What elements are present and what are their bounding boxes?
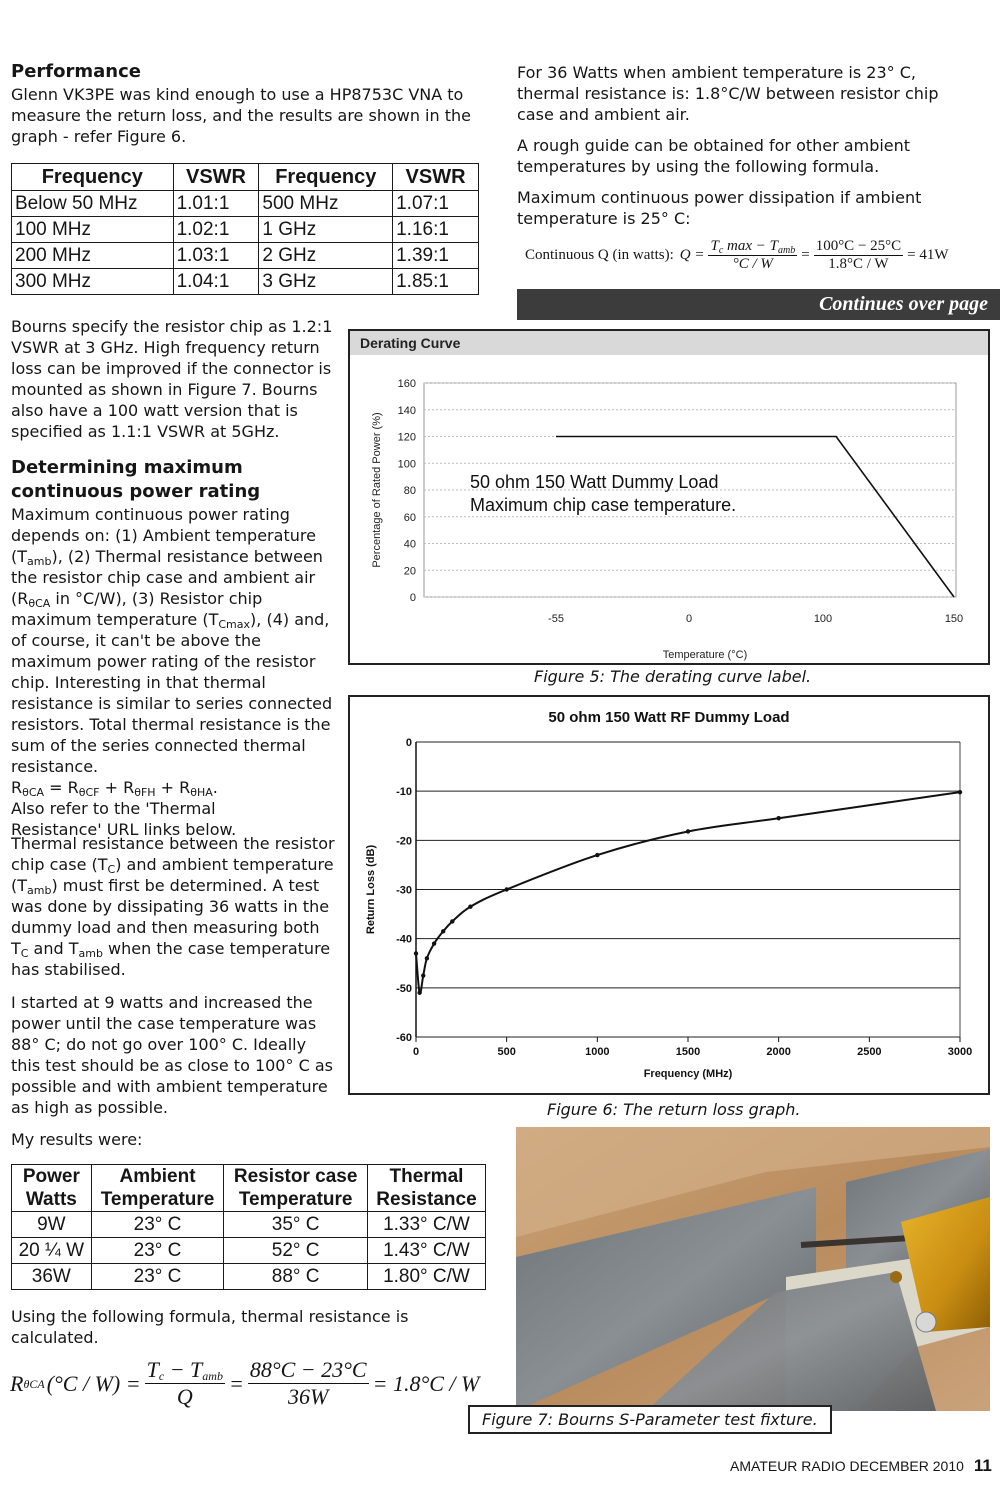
table-cell: 500 MHz bbox=[259, 191, 393, 217]
derating-y-tick-label: 20 bbox=[403, 565, 416, 578]
derating-annotation: 50 ohm 150 Watt Dummy Load bbox=[470, 472, 719, 492]
rl-title: 50 ohm 150 Watt RF Dummy Load bbox=[548, 709, 790, 726]
table-cell: 9W bbox=[12, 1212, 92, 1238]
table-cell: 1.01:1 bbox=[173, 191, 259, 217]
determining-section bbox=[11, 456, 346, 840]
continues-banner-text: Continues over page bbox=[819, 293, 988, 315]
table-cell: 1.80° C/W bbox=[367, 1264, 485, 1290]
derating-y-tick-label: 140 bbox=[397, 404, 416, 417]
rl-data-point bbox=[417, 991, 421, 995]
rl-x-tick-label: 2000 bbox=[766, 1046, 791, 1058]
rl-x-label: Frequency (MHz) bbox=[643, 1068, 733, 1080]
series-resistance-equation: $R_{\theta CA} = R_{\theta CF} + R_{\theta FH} + R_{\theta HA}$. bbox=[11, 778, 218, 799]
fixture-photo-illustration bbox=[516, 1127, 990, 1411]
derating-y-tick-label: 40 bbox=[403, 538, 416, 551]
rl-data-point bbox=[421, 973, 425, 977]
footer-magazine: AMATEUR RADIO DECEMBER 2010 bbox=[730, 1458, 964, 1474]
performance-heading: Performance bbox=[11, 61, 141, 82]
derating-y-tick-label: 0 bbox=[409, 592, 416, 604]
derating-chart bbox=[348, 329, 990, 665]
table-cell: 1.03:1 bbox=[173, 243, 259, 269]
rl-y-tick-label: -40 bbox=[396, 933, 412, 946]
continues-banner bbox=[517, 289, 1000, 320]
table-cell: 1.43° C/W bbox=[367, 1238, 485, 1264]
right-top-text bbox=[517, 62, 977, 229]
table-row bbox=[12, 191, 479, 217]
bourns-text: Bourns specify the resistor chip as 1.2:1 VSWR at 3 GHz. High frequency return loss can be improved if the connector is mounted as shown in Figure 7. Bourns also have a 100 watt version that is specified as 1.1:1 VSWR at 5GHz. bbox=[11, 317, 333, 441]
table-row bbox=[12, 217, 479, 243]
results-table bbox=[11, 1164, 486, 1290]
rl-data-point bbox=[414, 951, 418, 955]
rl-y-tick-label: -60 bbox=[396, 1032, 412, 1044]
figure6-caption: Figure 6: The return loss graph. bbox=[547, 1100, 801, 1119]
bourns-paragraph bbox=[11, 316, 341, 442]
rl-y-tick-label: -30 bbox=[396, 884, 412, 897]
table-cell: 88° C bbox=[224, 1264, 368, 1290]
rl-y-tick-label: -20 bbox=[396, 835, 412, 848]
table-cell: 1.39:1 bbox=[393, 243, 479, 269]
thermal-resistance-formula: R θCA (°C / W) = $\frac{T_c - T_{amb}}{Q}$ = $\frac{88^\circ C - 23^\circ C}{36W}$ = 1.8°C / W bbox=[10, 1357, 480, 1409]
rl-x-tick-label: 3000 bbox=[947, 1046, 973, 1058]
performance-text: Glenn VK3PE was kind enough to use a HP8753C VNA to measure the return loss, and the results are shown in the graph - refer Figure 6. bbox=[11, 85, 471, 146]
table-row bbox=[12, 1238, 486, 1264]
derating-x-tick-label: 150 bbox=[944, 613, 964, 625]
derating-y-tick-label: 60 bbox=[403, 511, 416, 524]
determining-paragraph: Maximum continuous power rating depends on: (1) Ambient temperature $(T_{amb})$, (2) Thermal resistance between the resistor chip case and ambient air ($R_{\theta CA}$ in °C/W), (3) Resistor chip maximum temperature $(T_{Cmax})$, (4) and, of course, it can't be above the maximum power rating of the resistor chip. Interesting in that thermal resistance is similar to series connected resistors. Total thermal resistance is the sum of the series connected thermal resistance. bbox=[11, 505, 333, 776]
table-cell: 52° C bbox=[224, 1238, 368, 1264]
max-dissipation-text: Maximum continuous power dissipation if ambient temperature is 25° C: bbox=[517, 188, 922, 228]
vswr-table bbox=[11, 163, 479, 295]
table-cell: Below 50 MHz bbox=[12, 191, 174, 217]
table-cell: 23° C bbox=[91, 1264, 224, 1290]
vswr-header-2: Frequency bbox=[259, 164, 393, 191]
page-footer bbox=[730, 1456, 992, 1476]
derating-chart-svg bbox=[350, 331, 988, 663]
rl-data-point bbox=[432, 941, 436, 945]
rl-data-point bbox=[425, 956, 429, 960]
table-cell: 1 GHz bbox=[259, 217, 393, 243]
table-cell: 23° C bbox=[91, 1238, 224, 1264]
table-cell: 1.16:1 bbox=[393, 217, 479, 243]
p36-text: For 36 Watts when ambient temperature is 23° C, thermal resistance is: 1.8°C/W between resistor chip case and ambient air. bbox=[517, 63, 939, 124]
results-header-3: Thermal Resistance bbox=[367, 1165, 485, 1212]
derating-x-tick-label: 100 bbox=[813, 613, 833, 625]
rl-data-point bbox=[595, 853, 599, 857]
rl-y-tick-label: 0 bbox=[405, 737, 412, 749]
rl-x-tick-label: 2500 bbox=[857, 1046, 882, 1058]
table-cell: 20 ¼ W bbox=[12, 1238, 92, 1264]
rl-data-point bbox=[450, 919, 454, 923]
return-loss-chart-svg bbox=[350, 697, 988, 1093]
table-cell: 300 MHz bbox=[12, 269, 174, 295]
continuous-q-formula: Continuous Q (in watts): Q = $\frac{T_c \max - T_{amb}}{^\circ C / W}$ = $\frac{100^\circ C - 25^\circ C}{1.8^\circ C / W}$ = 41W bbox=[525, 238, 949, 272]
table-row bbox=[12, 269, 479, 295]
results-header-0: Power Watts bbox=[12, 1165, 92, 1212]
vswr-header-3: VSWR bbox=[393, 164, 479, 191]
table-cell: 35° C bbox=[224, 1212, 368, 1238]
table-cell: 1.02:1 bbox=[173, 217, 259, 243]
derating-title: Derating Curve bbox=[360, 335, 461, 351]
derating-curve-line bbox=[556, 437, 954, 598]
rl-data-point bbox=[504, 887, 508, 891]
rl-x-tick-label: 1500 bbox=[675, 1046, 701, 1058]
rl-data-point bbox=[958, 790, 962, 794]
derating-y-tick-label: 100 bbox=[397, 458, 416, 471]
derating-y-tick-label: 160 bbox=[397, 378, 416, 390]
table-cell: 23° C bbox=[91, 1212, 224, 1238]
return-loss-chart bbox=[348, 695, 990, 1095]
page-number: 11 bbox=[973, 1456, 992, 1475]
fixture-photo bbox=[516, 1127, 990, 1411]
results-header-1: Ambient Temperature bbox=[91, 1165, 224, 1212]
also-refer-text: Also refer to the 'Thermal Resistance' URL links below. bbox=[11, 799, 237, 839]
derating-y-tick-label: 80 bbox=[403, 485, 416, 497]
derating-y-tick-label: 120 bbox=[397, 431, 416, 444]
thermal-paragraph: Thermal resistance between the resistor chip case $(T_C)$ and ambient temperature $(T_{amb})$ must first be determined. A test was done by dissipating 36 watts in the dummy load and then measuring both $T_C$ and $T_{amb}$ when the case temperature has stabilised. bbox=[11, 834, 335, 979]
table-row bbox=[12, 243, 479, 269]
rl-x-tick-label: 500 bbox=[497, 1046, 516, 1058]
determining-heading: Determining maximum continuous power rating bbox=[11, 457, 261, 502]
table-cell: 1.04:1 bbox=[173, 269, 259, 295]
figure7-caption: Figure 7: Bourns S-Parameter test fixture. bbox=[468, 1405, 832, 1434]
derating-y-label: Percentage of Rated Power (%) bbox=[371, 412, 383, 568]
rl-data-point bbox=[686, 829, 690, 833]
table-cell: 2 GHz bbox=[259, 243, 393, 269]
vswr-header-0: Frequency bbox=[12, 164, 174, 191]
rl-y-tick-label: -50 bbox=[396, 982, 412, 995]
left-column bbox=[11, 60, 481, 147]
table-row bbox=[12, 1212, 486, 1238]
rl-series-line bbox=[416, 792, 960, 993]
figure5-caption: Figure 5: The derating curve label. bbox=[534, 667, 812, 686]
rl-x-tick-label: 1000 bbox=[585, 1046, 610, 1058]
rl-y-label: Return Loss (dB) bbox=[365, 844, 377, 935]
rough-guide-text: A rough guide can be obtained for other ambient temperatures by using the following formula. bbox=[517, 136, 911, 176]
formula-intro: Using the following formula, thermal resistance is calculated. bbox=[11, 1307, 409, 1347]
results-intro: My results were: bbox=[11, 1130, 143, 1149]
vswr-header-1: VSWR bbox=[173, 164, 259, 191]
rl-y-tick-label: -10 bbox=[396, 786, 412, 799]
table-cell: 1.33° C/W bbox=[367, 1212, 485, 1238]
table-cell: 3 GHz bbox=[259, 269, 393, 295]
table-row bbox=[12, 1264, 486, 1290]
derating-x-label: Temperature (°C) bbox=[662, 649, 748, 661]
rl-data-point bbox=[776, 816, 780, 820]
rl-data-point bbox=[468, 905, 472, 909]
table-cell: 200 MHz bbox=[12, 243, 174, 269]
results-header-2: Resistor case Temperature bbox=[224, 1165, 368, 1212]
derating-x-tick-label: 0 bbox=[685, 613, 693, 625]
table-cell: 36W bbox=[12, 1264, 92, 1290]
rl-data-point bbox=[441, 929, 445, 933]
derating-annotation: Maximum chip case temperature. bbox=[470, 495, 737, 515]
rl-x-tick-label: 0 bbox=[412, 1046, 420, 1058]
derating-x-tick-label: -55 bbox=[548, 613, 564, 625]
table-cell: 1.85:1 bbox=[393, 269, 479, 295]
table-cell: 1.07:1 bbox=[393, 191, 479, 217]
started-paragraph bbox=[11, 992, 336, 1118]
started-text: I started at 9 watts and increased the power until the case temperature was 88° C; do not go over 100° C. Ideally this test should be as close to 100° C as possible and with ambient temperature as high as possible. bbox=[11, 993, 333, 1117]
table-cell: 100 MHz bbox=[12, 217, 174, 243]
